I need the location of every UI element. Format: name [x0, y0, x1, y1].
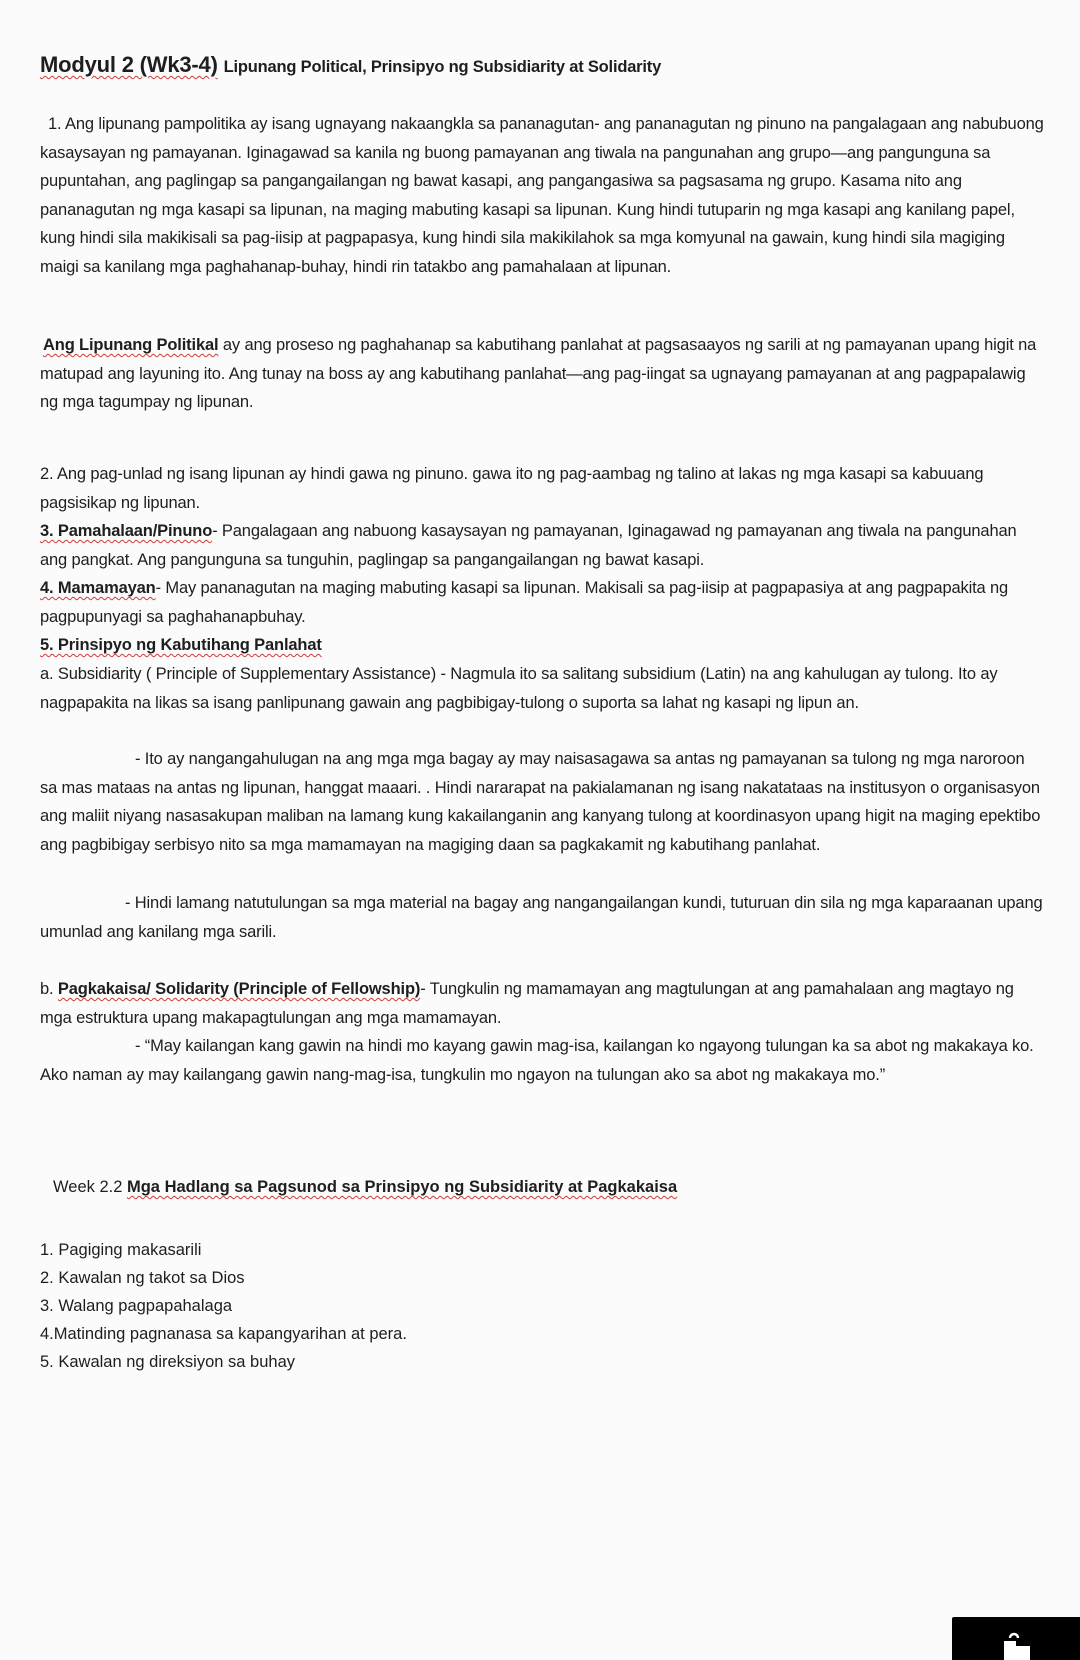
- subsidiarity-bullet-1: - Ito ay nangangahulugan na ang mga mga bagay ay may naisasagawa sa antas ng pamayanan sa tulong ng mga naroroon sa mas mataas na antas ng lipunan, hanggat maaari. . Hindi nararapat na pakialamanan ng isang nakatataas na institusyon o organisasyon ang maliit niyang nasasakupan maliban na lamang kung kakailanganin ang kanyang tulong at koordinasyon upang higit na maging epektibo ang pagbibigay serbisyo nito sa mga mamamayan na magiging daan sa pagkakamit ng kabutihang panlahat.: [40, 750, 1041, 854]
- list-item: 4.Matinding pagnanasa sa kapangyarihan at pera.: [40, 1325, 407, 1343]
- share-icon: [988, 1629, 1048, 1660]
- week-heading: Week 2.2 Mga Hadlang sa Pagsunod sa Prinsipyo ng Subsidiarity at Pagkakaisa: [53, 1178, 678, 1196]
- section-1-paragraph: 1. Ang lipunang pampolitika ay isang ugnayang nakaangkla sa pananagutan- ang pananagutan ng pinuno na pangalagaan ang nabubuong kasaysayan ng pamayanan. Iginagawad sa kanila ng buong pamayanan ang tiwala na pangunahan ang grupo—ang pangunguna sa pupuntahan, ang paglingap sa pangangailangan ng bawat kasapi, ang pangangasiwa sa pagsasama ng grupo. Kasama nito ang pananagutan ng mga kasapi sa lipunan, na maging mabuting kasapi sa lipunan. Kung hindi tutuparin ng mga kasapi ang kanilang papel, kung hindi sila makikisali sa pag-iisip at pagpapasya, kung hindi sila makikilahok sa mga komyunal na gawain, kung hindi sila magiging maigi sa kanilang mga paghahanap-buhay, hindi rin tatakbo ang pamahalaan at lipunan.: [40, 115, 1044, 276]
- section-5-heading: 5. Prinsipyo ng Kabutihang Panlahat: [40, 636, 322, 654]
- title-sub: Lipunang Political, Prinsipyo ng Subsidiarity at Solidarity: [223, 58, 662, 76]
- lipunang-politikal-term: Ang Lipunang Politikal: [43, 336, 219, 354]
- subsidiarity-bullet-2: - Hindi lamang natutulungan sa mga material na bagay ang nangangailangan kundi, tuturuan din sila ng mga kaparaanan upang umunlad ang kanilang mga sarili.: [40, 894, 1043, 941]
- pamahalaan-term: 3. Pamahalaan/Pinuno: [40, 522, 213, 540]
- subsidiarity-paragraph: a. Subsidiarity ( Principle of Supplementary Assistance) - Nagmula ito sa salitang subsidium (Latin) na ang kahulugan ay tulong. Ito ay nagpapakita na likas sa isang panlipunang gawain ang pagbibigay-tulong o suporta sa lahat ng kasapi ng lipun an.: [40, 665, 998, 712]
- section-4-paragraph: 4. Mamamayan- May pananagutan na maging mabuting kasapi sa lipunan. Makisali sa pag-iisip at pagpapasiya at ang pagpapakita ng pagpupunyagi sa paghahanapbuhay.: [40, 579, 1009, 626]
- list-item: 2. Kawalan ng takot sa Dios: [40, 1269, 245, 1287]
- mamamayan-term: 4. Mamamayan: [40, 579, 156, 597]
- section-2-paragraph: 2. Ang pag-unlad ng isang lipunan ay hindi gawa ng pinuno. gawa ito ng pag-aambag ng talino at lakas ng mga kasapi sa kabuuang pagsisikap ng lipunan.: [40, 465, 984, 512]
- hadlang-list: [40, 1236, 407, 1376]
- share-button[interactable]: [952, 1617, 1080, 1660]
- solidarity-paragraph: b. Pagkakaisa/ Solidarity (Principle of Fellowship)- Tungkulin ng mamamayan ang magtulungan at ang pamahalaan ang magtayo ng mga estruktura upang makapagtulungan ang mga mamamayan.: [40, 980, 1014, 1027]
- page-title: [40, 52, 661, 78]
- section-3-paragraph: 3. Pamahalaan/Pinuno- Pangalagaan ang nabuong kasaysayan ng pamayanan, Iginagawad ng pamayanan ang tiwala na pangunahan ang pangkat. Ang pangunguna sa tunguhin, paglingap sa pangangailangan ng bawat kasapi.: [40, 522, 1017, 569]
- solidarity-quote: - “May kailangan kang gawin na hindi mo kayang gawin mag-isa, kailangan ko ngayong tulungan ka sa abot ng makakaya ko. Ako naman ay may kailangang gawin nang-mag-isa, tungkulin mo ngayon na tulungan ako sa abot ng makakaya mo.”: [40, 1037, 1034, 1084]
- title-main: Modyul 2 (Wk3-4): [40, 52, 218, 77]
- list-item: 5. Kawalan ng direksiyon sa buhay: [40, 1353, 295, 1371]
- lipunang-politikal-paragraph: Ang Lipunang Politikal ay ang proseso ng paghahanap sa kabutihang panlahat at pagsasaayos ng sarili at ng pamayanan upang higit na matupad ang layuning ito. Ang tunay na boss ay ang kabutihang panlahat—ang pag-iingat sa ugnayang pamayanan at ang pagpapalawig ng mga tagumpay ng lipunan.: [40, 336, 1037, 411]
- solidarity-term: Pagkakaisa/ Solidarity (Principle of Fellowship): [57, 980, 421, 998]
- list-item: 1. Pagiging makasarili: [40, 1241, 202, 1259]
- list-item: 3. Walang pagpapahalaga: [40, 1297, 233, 1315]
